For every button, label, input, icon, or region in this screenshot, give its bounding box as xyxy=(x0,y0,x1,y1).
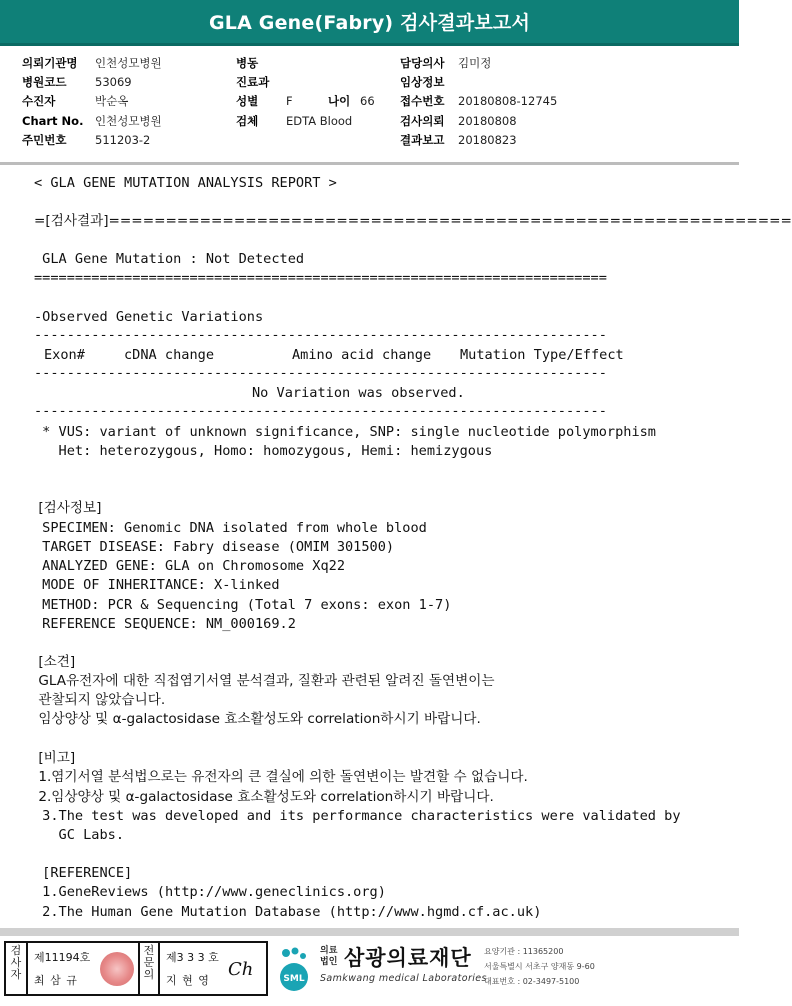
info-label: 수진자 xyxy=(22,94,56,108)
org-phone: 대표번호 : 02-3497-5100 xyxy=(484,977,580,986)
info-value: 박순옥 xyxy=(95,94,129,108)
tester-name: 최 삼 규 xyxy=(34,974,78,987)
tester-license-no: 제11194호 xyxy=(34,951,91,964)
confirmer-name: 지 현 영 xyxy=(166,974,210,987)
reference-line: 2.The Human Gene Mutation Database (http://www.hgmd.cf.ac.uk) xyxy=(34,904,542,920)
report-title: GLA Gene(Fabry) 검사결과보고서 xyxy=(0,0,739,46)
confirmer-license-no: 제3 3 3 호 xyxy=(166,951,219,964)
info-label: 결과보고 xyxy=(400,133,445,147)
info-label: 병동 xyxy=(236,56,259,70)
finding-line: 관찰되지 않았습니다. xyxy=(34,692,166,708)
col-header-cdna: cDNA change xyxy=(124,347,215,363)
col-header-amino-acid: Amino acid change xyxy=(292,347,432,363)
info-label: 성별 xyxy=(236,94,259,108)
info-label: 나이 xyxy=(328,94,351,108)
info-label: 검체 xyxy=(236,114,259,128)
abbreviation-note: * VUS: variant of unknown significance, SNP: single nucleotide polymorphism xyxy=(34,424,656,440)
table-rule-mid: ---------------------------------------------------------------------- xyxy=(34,365,607,381)
tester-label-text: 검사자 xyxy=(10,944,22,981)
info-label: 병원코드 xyxy=(22,75,67,89)
reference-header: [REFERENCE] xyxy=(34,865,133,881)
finding-line: GLA유전자에 대한 직접염기서열 분석결과, 질환과 관련된 알려진 돌연변이는 xyxy=(34,673,495,689)
info-label: Chart No. xyxy=(22,114,84,128)
signature-block xyxy=(4,941,268,996)
org-english-name: Samkwang medical Laboratories xyxy=(320,973,487,984)
test-info-line: SPECIMEN: Genomic DNA isolated from whole blood xyxy=(34,520,427,536)
tester-label xyxy=(6,943,28,994)
double-rule: ====================================================================== xyxy=(34,270,607,286)
finding-line: 임상양상 및 α-galactosidase 효소활성도와 correlation하시기 바랍니다. xyxy=(34,711,481,727)
patient-info-block xyxy=(0,52,739,162)
info-label: 주민번호 xyxy=(22,133,67,147)
test-info-line: MODE OF INHERITANCE: X-linked xyxy=(34,577,280,593)
col-header-mutation-type: Mutation Type/Effect xyxy=(460,347,624,363)
info-value: F xyxy=(286,94,293,108)
org-name: 삼광의료재단 xyxy=(344,946,472,970)
test-info-line: TARGET DISEASE: Fabry disease (OMIM 301500) xyxy=(34,539,395,555)
footer-divider xyxy=(0,928,739,936)
table-rule-bottom: ---------------------------------------------------------------------- xyxy=(34,403,607,419)
remark-line: 2.임상양상 및 α-galactosidase 효소활성도와 correlation하시기 바랍니다. xyxy=(34,789,494,805)
info-label: 의뢰기관명 xyxy=(22,56,78,70)
test-info-line: METHOD: PCR & Sequencing (Total 7 exons: exon 1-7) xyxy=(34,597,452,613)
info-row-request-date xyxy=(0,112,600,130)
test-info-header: [검사정보] xyxy=(34,500,102,516)
info-value: 20180808-12745 xyxy=(458,94,558,108)
header-divider xyxy=(0,162,739,165)
abbreviation-note: Het: heterozygous, Homo: homozygous, Hemi: hemizygous xyxy=(34,443,493,459)
info-row-receipt-no xyxy=(0,92,600,110)
confirmer-label-text: 전문의 xyxy=(143,944,155,981)
info-label: 담당의사 xyxy=(400,56,445,70)
signature: Ch xyxy=(228,959,254,980)
test-info-line: REFERENCE SEQUENCE: NM_000169.2 xyxy=(34,616,296,632)
test-info-line: ANALYZED GENE: GLA on Chromosome Xq22 xyxy=(34,558,345,574)
info-value: 20180823 xyxy=(458,133,517,147)
result-section-header: =[검사결과]============================================================ xyxy=(34,213,792,229)
info-label: 접수번호 xyxy=(400,94,445,108)
remark-line: GC Labs. xyxy=(34,827,125,843)
reference-line: 1.GeneReviews (http://www.geneclinics.org) xyxy=(34,884,386,900)
col-header-exon: Exon# xyxy=(44,347,85,363)
remark-line: 3.The test was developed and its performance characteristics were validated by xyxy=(34,808,681,824)
no-variation-text: No Variation was observed. xyxy=(252,385,465,401)
info-value: 20180808 xyxy=(458,114,517,128)
info-row-report-date xyxy=(0,131,600,149)
remark-header: [비고] xyxy=(34,750,76,766)
info-row-clinical-info xyxy=(0,73,600,91)
seal-stamp xyxy=(100,952,134,986)
sml-logo-text: SML xyxy=(283,974,305,984)
observed-variations-title: -Observed Genetic Variations xyxy=(34,309,264,325)
finding-header: [소견] xyxy=(34,654,76,670)
org-address: 서울특별시 서초구 양재동 9-60 xyxy=(484,962,595,971)
info-value: 김미정 xyxy=(458,56,492,70)
organization-logo xyxy=(274,940,734,1000)
org-registration: 요양기관 : 11365200 xyxy=(484,947,564,956)
info-value: 인천성모병원 xyxy=(95,56,162,70)
info-value: 인천성모병원 xyxy=(95,114,162,128)
info-value: 53069 xyxy=(95,75,132,89)
org-corp-label: 의료 법인 xyxy=(320,946,338,967)
mutation-result: GLA Gene Mutation : Not Detected xyxy=(34,251,305,267)
info-label: 진료과 xyxy=(236,75,270,89)
table-rule-top: ---------------------------------------------------------------------- xyxy=(34,327,607,343)
confirmer-label xyxy=(138,943,160,994)
info-label: 임상정보 xyxy=(400,75,445,89)
sml-logo-icon xyxy=(274,944,314,992)
remark-line: 1.염기서열 분석법으로는 유전자의 큰 결실에 의한 돌연변이는 발견할 수 없습니다. xyxy=(34,769,528,785)
info-value: EDTA Blood xyxy=(286,114,353,128)
analysis-report-title: < GLA GENE MUTATION ANALYSIS REPORT > xyxy=(34,175,337,191)
info-value: 66 xyxy=(360,94,375,108)
info-row-doctor xyxy=(0,54,600,72)
info-label: 검사의뢰 xyxy=(400,114,445,128)
info-value: 511203-2 xyxy=(95,133,151,147)
